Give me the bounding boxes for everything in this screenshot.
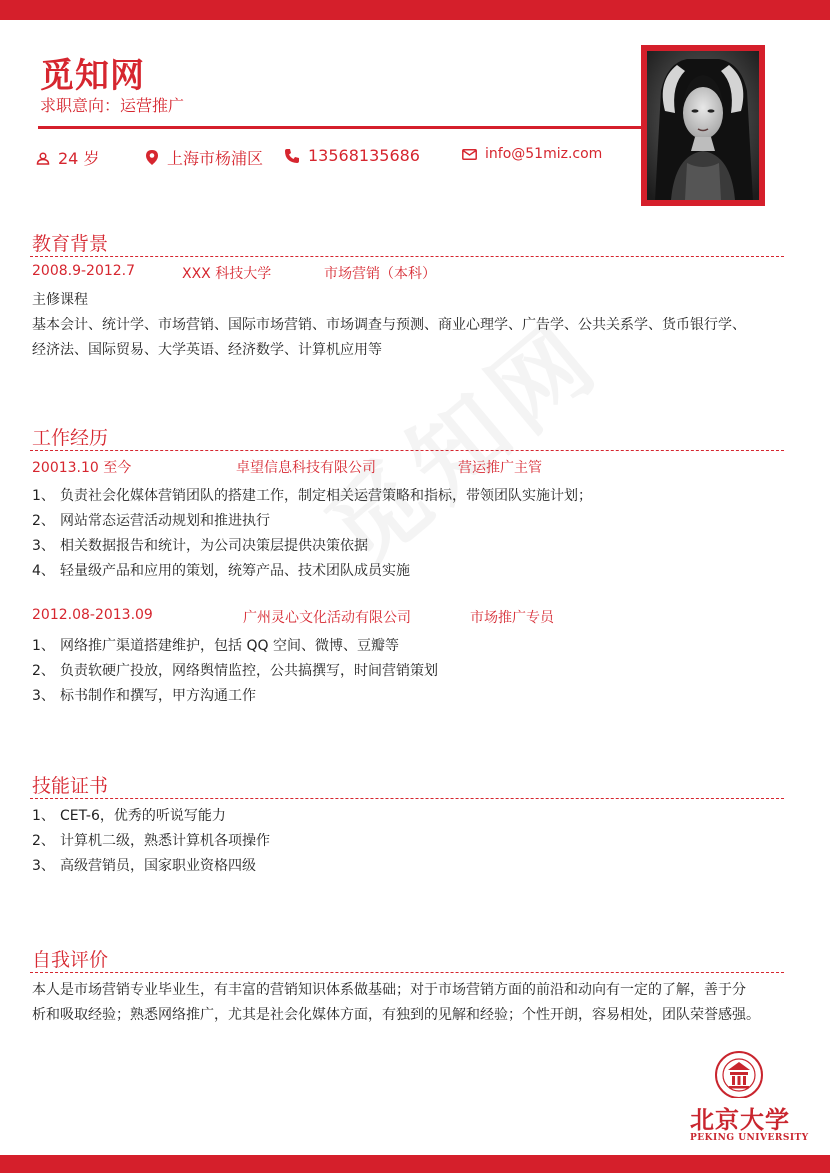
skills-title: 技能证书: [32, 775, 109, 797]
portrait-image: [647, 51, 759, 200]
university-logo-chinese: 北京大学: [690, 1105, 790, 1134]
phone-icon: [284, 148, 300, 164]
job-1-duty: 4、 轻量级产品和应用的策划，统筹产品、技术团队成员实施: [32, 563, 410, 579]
self-evaluation-line-2: 析和吸取经验；熟悉网络推广，尤其是社会化媒体方面，有独到的见解和经验；个性开朗，容易相处，团队荣誉感强。: [32, 1007, 760, 1023]
job-1-duty: 1、 负责社会化媒体营销团队的搭建工作，制定相关运营策略和指标，带领团队实施计划；: [32, 488, 592, 504]
courses-line-1: 基本会计、统计学、市场营销、国际市场营销、市场调查与预测、商业心理学、广告学、公共关系学、货币银行学、: [32, 317, 746, 333]
contact-age: [36, 146, 99, 169]
skill-item: 2、 计算机二级，熟悉计算机各项操作: [32, 833, 270, 849]
skills-divider: [30, 798, 784, 799]
job-1-period: 20013.10 至今: [32, 460, 132, 476]
location-pin-icon: [145, 149, 159, 166]
self-evaluation-line-1: 本人是市场营销专业毕业生，有丰富的营销知识体系做基础；对于市场营销方面的前沿和动向有一定的了解，善于分: [32, 982, 746, 998]
education-divider: [30, 256, 784, 257]
candidate-name: 觅知网: [40, 56, 145, 96]
header-divider: [38, 126, 644, 129]
university-seal-icon: [708, 1048, 770, 1098]
self-evaluation-title: 自我评价: [32, 949, 109, 971]
contact-phone: [284, 146, 420, 165]
education-school: XXX 科技大学: [182, 266, 272, 282]
job-1-company: 卓望信息科技有限公司: [236, 460, 376, 476]
education-major: 市场营销（本科）: [324, 266, 436, 282]
job-2-duty: 2、 负责软硬广投放，网络舆情监控，公共搞撰写，时间营销策划: [32, 663, 438, 679]
courses-label: 主修课程: [32, 292, 88, 308]
self-evaluation-divider: [30, 972, 784, 973]
email-text[interactable]: info@51miz.com: [485, 146, 603, 162]
bottom-color-bar: [0, 1155, 830, 1173]
email-icon: [462, 149, 477, 160]
education-title: 教育背景: [32, 233, 109, 255]
job-2-company: 广州灵心文化活动有限公司: [243, 610, 411, 626]
profile-photo: [641, 45, 765, 206]
person-icon: [36, 151, 50, 165]
education-period: 2008.9-2012.7: [32, 263, 136, 279]
contact-email: [462, 146, 602, 162]
skill-item: 1、 CET-6，优秀的听说写能力: [32, 808, 226, 824]
work-title: 工作经历: [32, 427, 109, 449]
university-logo-english: PEKING UNIVERSITY: [690, 1133, 809, 1143]
skill-item: 3、 高级营销员，国家职业资格四级: [32, 858, 256, 874]
job-1-duty: 2、 网站常态运营活动规划和推进执行: [32, 513, 270, 529]
job-1-position: 营运推广主管: [458, 460, 542, 476]
age-text: 24 岁: [58, 149, 100, 168]
top-color-bar: [0, 0, 830, 20]
location-text: 上海市杨浦区: [167, 149, 264, 168]
courses-line-2: 经济法、国际贸易、大学英语、经济数学、计算机应用等: [32, 342, 382, 358]
phone-text[interactable]: 13568135686: [308, 146, 420, 165]
contact-location: [145, 146, 263, 169]
job-2-duty: 1、 网络推广渠道搭建维护，包括 QQ 空间、微博、豆瓣等: [32, 638, 399, 654]
job-2-period: 2012.08-2013.09: [32, 607, 153, 623]
job-2-duty: 3、 标书制作和撰写，甲方沟通工作: [32, 688, 256, 704]
job-objective: 求职意向：运营推广: [40, 96, 185, 115]
job-1-duty: 3、 相关数据报告和统计，为公司决策层提供决策依据: [32, 538, 368, 554]
job-2-position: 市场推广专员: [470, 610, 554, 626]
work-divider: [30, 450, 784, 451]
